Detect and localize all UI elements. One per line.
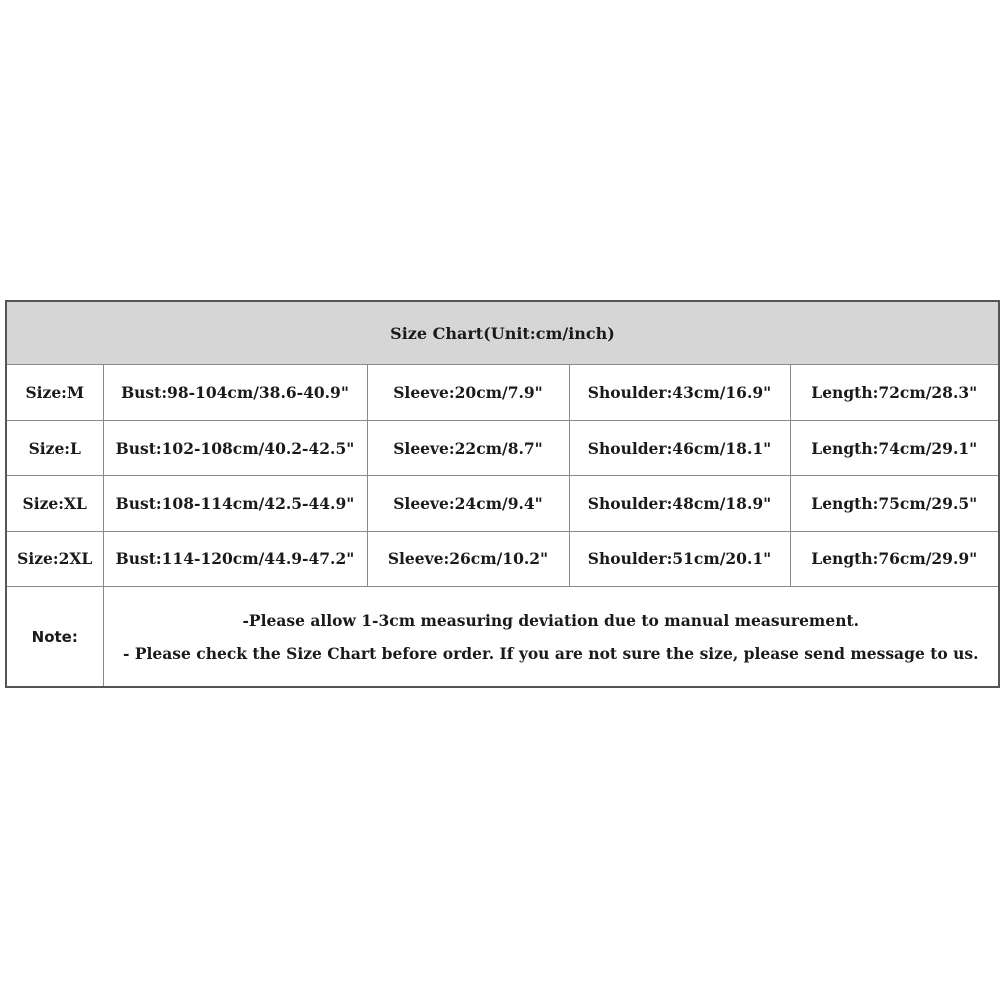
table-row <box>6 365 999 420</box>
title-row <box>6 301 999 365</box>
note-line: -Please allow 1-3cm measuring deviation due to manual measurement. <box>242 610 860 630</box>
sleeve-cell: Sleeve:26cm/10.2" <box>367 531 569 586</box>
shoulder-cell: Shoulder:46cm/18.1" <box>569 420 790 475</box>
size-label-cell: Size:L <box>6 420 103 475</box>
table-row <box>6 531 999 586</box>
sleeve-cell: Sleeve:22cm/8.7" <box>367 420 569 475</box>
bust-cell: Bust:114-120cm/44.9-47.2" <box>103 531 367 586</box>
shoulder-cell: Shoulder:51cm/20.1" <box>569 531 790 586</box>
sleeve-cell: Sleeve:20cm/7.9" <box>367 365 569 420</box>
size-chart-table <box>5 300 1000 688</box>
note-content <box>103 587 999 687</box>
note-row <box>6 587 999 687</box>
shoulder-cell: Shoulder:48cm/18.9" <box>569 476 790 531</box>
table-row <box>6 420 999 475</box>
size-label-cell: Size:2XL <box>6 531 103 586</box>
table-row <box>6 476 999 531</box>
size-label-cell: Size:XL <box>6 476 103 531</box>
note-label: Note: <box>6 587 103 687</box>
note-line: - Please check the Size Chart before order. If you are not sure the size, please send message to us. <box>123 643 979 663</box>
bust-cell: Bust:102-108cm/40.2-42.5" <box>103 420 367 475</box>
size-label-cell: Size:M <box>6 365 103 420</box>
bust-cell: Bust:108-114cm/42.5-44.9" <box>103 476 367 531</box>
length-cell: Length:75cm/29.5" <box>790 476 999 531</box>
sleeve-cell: Sleeve:24cm/9.4" <box>367 476 569 531</box>
length-cell: Length:74cm/29.1" <box>790 420 999 475</box>
shoulder-cell: Shoulder:43cm/16.9" <box>569 365 790 420</box>
length-cell: Length:76cm/29.9" <box>790 531 999 586</box>
size-chart-title: Size Chart(Unit:cm/inch) <box>6 301 999 365</box>
bust-cell: Bust:98-104cm/38.6-40.9" <box>103 365 367 420</box>
length-cell: Length:72cm/28.3" <box>790 365 999 420</box>
